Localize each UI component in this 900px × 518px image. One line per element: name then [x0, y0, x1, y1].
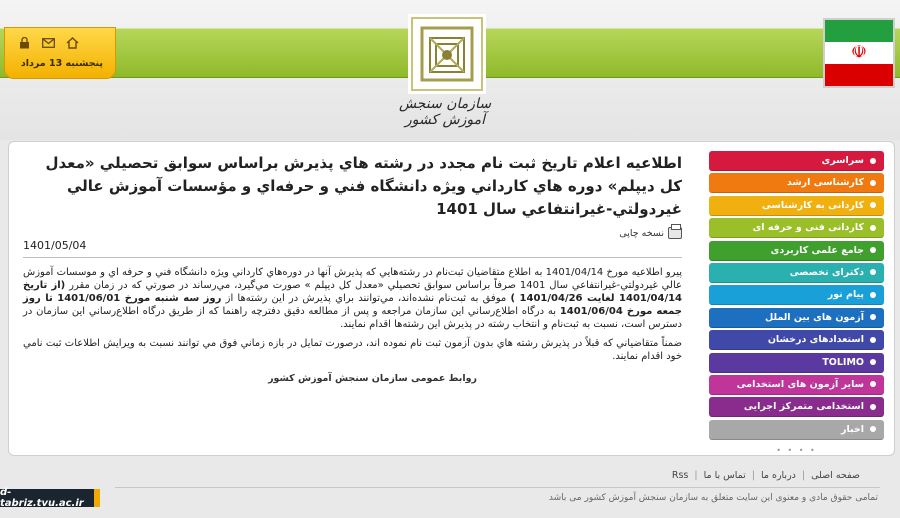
- side-menu: [709, 151, 884, 455]
- mail-icon[interactable]: [41, 36, 55, 49]
- menu-item-label: اخبار: [840, 423, 864, 435]
- bullet-icon: [870, 314, 876, 320]
- paragraph-2: ضمناً متقاضياني كه قبلاً در پذيرش رشته هاي بدون آزمون ثبت نام نموده اند، درصورت تمايل در بازه زماني فوق مي توانند نسبت به ويرايش اطلاعات ثبت نامي خود اقدام نمايند.: [23, 338, 682, 362]
- article: [9, 142, 694, 455]
- publish-date: 1401/05/04: [23, 239, 87, 252]
- footer-link-home[interactable]: صفحه اصلی: [811, 470, 860, 481]
- paragraph-1: [23, 266, 682, 331]
- menu-item-label: کارشناسی ارشد: [786, 177, 864, 189]
- menu-item-label: سایر آزمون های استخدامی: [736, 378, 864, 390]
- print-label: نسخه چاپی: [619, 227, 664, 239]
- menu-item[interactable]: [709, 330, 884, 350]
- p1-highlight-range: (از تاريخ 1401/04/14 لغايت 1401/04/26 ): [23, 280, 683, 304]
- bullet-icon: [870, 337, 876, 343]
- menu-item[interactable]: [709, 263, 884, 283]
- menu-item-label: جامع علمی کاربردی: [770, 244, 864, 256]
- article-title: اطلاعيه اعلام تاريخ ثبت نام مجدد در رشته هاي پذيرش براساس سوابق تحصيلي «معدل كل ديپلم» دوره هاي كارداني ويژه دانشگاه فني و حرفه‌اي و مؤسسات آموزش عالي غيردولتي-غيرانتفاعي سال 1401: [45, 154, 682, 218]
- menu-item[interactable]: [709, 397, 884, 417]
- date-box: [4, 27, 116, 79]
- menu-item[interactable]: [709, 173, 884, 193]
- site-watermark: d-tabriz.tvu.ac.ir: [0, 489, 100, 507]
- bullet-icon: [870, 247, 876, 253]
- menu-item-label: سراسری: [821, 155, 864, 166]
- menu-item[interactable]: [709, 218, 884, 238]
- p1-text-e: به درگاه اطلاع‌رساني اين سازمان مراجعه و پس از مطالعه دقيق دفترچه راهنما كه از طريق درگاه اطلاع‌رساني اين سازمان در دسترس است، نسبت به ثبت‌نام و انتخاب رشته در پذيرش اين رشته‌ها اقدام نمايند.: [23, 306, 682, 330]
- p1-text-c: موفق به ثبت‌نام نشده‌اند، مي‌توانند براي پذيرش در اين رشته‌ها از: [221, 293, 511, 304]
- menu-item[interactable]: [709, 196, 884, 216]
- bullet-icon: [870, 158, 876, 164]
- logo-text: سازمان سنجش آموزش کشور: [398, 96, 492, 128]
- site-header: [0, 0, 900, 140]
- footer-separator: |: [694, 470, 698, 481]
- menu-item[interactable]: [709, 375, 884, 395]
- footer-link-contact[interactable]: تماس با ما: [703, 470, 746, 481]
- bullet-icon: [870, 404, 876, 410]
- bullet-icon: [870, 426, 876, 432]
- footer-separator: |: [751, 470, 755, 481]
- menu-item[interactable]: [709, 308, 884, 328]
- current-date: پنجشنبه 13 مرداد: [20, 58, 103, 69]
- print-link[interactable]: [619, 227, 682, 239]
- menu-item-label: TOLIMO: [822, 356, 864, 368]
- header-icons: [17, 36, 79, 49]
- footer-separator: |: [801, 470, 806, 481]
- main-panel: [8, 141, 895, 456]
- bullet-icon: [870, 381, 876, 387]
- bullet-icon: [870, 225, 876, 231]
- menu-item-label: استخدامی متمرکز اجرایی: [743, 401, 864, 413]
- logo-emblem-icon: [408, 14, 486, 94]
- menu-item-label: پیام نور: [827, 289, 864, 301]
- footer-divider: [115, 487, 880, 488]
- menu-item[interactable]: [709, 241, 884, 261]
- p1-highlight-dates: روز سه شنبه مورخ 1401/06/01 تا روز جمعه مورخ 1401/06/04: [23, 293, 683, 317]
- menu-item-label: آزمون های بین الملل: [765, 311, 864, 323]
- article-meta: [23, 227, 682, 255]
- footer-links: [672, 470, 860, 481]
- bullet-icon: [870, 202, 876, 208]
- p1-text-a: پيرو اطلاعيه مورخ 1401/04/14 به اطلاع متقاضيان ثبت‌نام در رشته‌هايي كه پذيرش آنها در دوره‌هاي كارداني ويژه دانشگاه فني و حرفه اي و موسسات آموزش عالي غيردولتي-غيرانتفاعي سال 1401 صرفاً براساس سوابق تحصيلي «معدل كل ديپلم » صورت مي‌گيرد، مي‌رساند در صورتي كه در زمان مقرر: [23, 267, 682, 291]
- menu-item-label: کاردانی به کارشناسی: [761, 199, 864, 211]
- menu-item[interactable]: [709, 420, 884, 440]
- flag-emblem-icon: ☫: [850, 42, 868, 64]
- lock-icon[interactable]: [17, 36, 31, 49]
- footer-link-about[interactable]: درباره ما: [760, 470, 796, 481]
- footer-link-rss[interactable]: Rss: [671, 470, 689, 481]
- bullet-icon: [870, 292, 876, 298]
- title-divider: [23, 257, 682, 258]
- menu-item-label: استعدادهای درخشان: [767, 334, 864, 346]
- printer-icon: [668, 227, 682, 239]
- article-body: [23, 266, 682, 363]
- article-signature: روابط عمومی سازمان سنجش آموزش کشور: [268, 373, 477, 384]
- bullet-icon: [870, 359, 876, 365]
- bullet-icon: [870, 269, 876, 275]
- copyright-text: تمامی حقوق مادی و معنوی این سایت متعلق به سازمان سنجش آموزش کشور می باشد: [548, 493, 878, 503]
- iran-flag: [823, 18, 895, 88]
- menu-item-label: کاردانی فنی و حرفه ای: [752, 222, 864, 234]
- menu-item[interactable]: [709, 151, 884, 171]
- home-icon[interactable]: [65, 36, 79, 49]
- menu-more-dots: • • • •: [776, 445, 817, 455]
- bullet-icon: [870, 180, 876, 186]
- menu-item[interactable]: [709, 285, 884, 305]
- menu-item-label: دکترای تخصصی: [789, 266, 864, 278]
- menu-item[interactable]: [709, 353, 884, 373]
- site-logo[interactable]: [408, 14, 486, 94]
